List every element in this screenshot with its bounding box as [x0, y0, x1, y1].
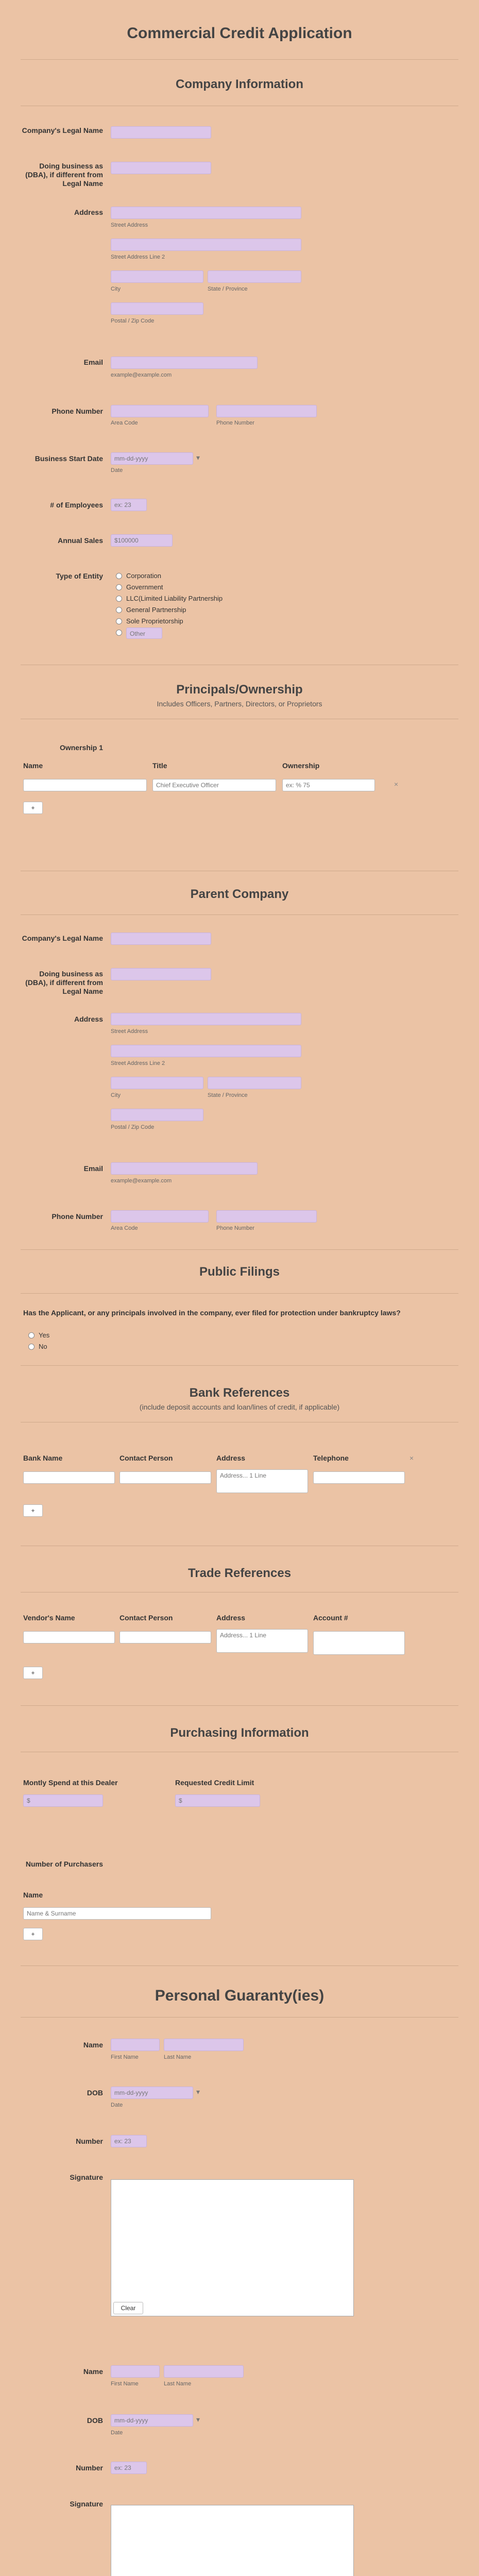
guarantor2-number-label: Number — [76, 2464, 103, 2472]
guarantor1-name-label: Name — [83, 2041, 103, 2049]
legal-name-input[interactable] — [111, 126, 211, 139]
parent-state-input[interactable] — [208, 1077, 301, 1089]
ownership-item-label: Ownership 1 — [59, 743, 103, 752]
col-ownership: Ownership — [282, 761, 320, 770]
email-hint: example@example.com — [111, 1178, 172, 1184]
first-name-hint: First Name — [111, 2054, 139, 2060]
section-guaranty: Personal Guaranty(ies) — [155, 1987, 324, 2004]
bank-name-input[interactable] — [23, 1471, 115, 1484]
col-purchaser-name: Name — [23, 1891, 43, 1899]
phone-hint: Phone Number — [216, 420, 254, 426]
zip-hint: Postal / Zip Code — [111, 1124, 155, 1130]
last-name-hint: Last Name — [164, 2054, 192, 2060]
calendar-icon[interactable]: ▾ — [196, 2415, 200, 2424]
section-filings: Public Filings — [199, 1265, 280, 1279]
entity-option: General Partnership — [126, 606, 186, 614]
section-purchasing: Purchasing Information — [170, 1726, 309, 1740]
section-company: Company Information — [175, 77, 303, 91]
section-bank: Bank References — [189, 1386, 290, 1400]
guarantor1-signature-pad[interactable] — [111, 2179, 354, 2316]
entity-radio[interactable] — [116, 584, 122, 590]
guarantor2-signature-pad[interactable] — [111, 2505, 354, 2576]
entity-label: Type of Entity — [56, 572, 103, 580]
phone-hint: Phone Number — [216, 1225, 254, 1231]
col-contact: Contact Person — [119, 1614, 173, 1622]
no-label: No — [39, 1343, 47, 1350]
entity-option: Sole Proprietorship — [126, 617, 183, 625]
parent-city-input[interactable] — [111, 1077, 203, 1089]
street1-input[interactable] — [111, 207, 301, 219]
date-hint: Date — [111, 467, 123, 473]
parent-zip-input[interactable] — [111, 1109, 203, 1121]
street2-hint: Street Address Line 2 — [111, 1060, 165, 1066]
state-input[interactable] — [208, 270, 301, 283]
divider — [21, 1249, 458, 1250]
guarantor2-signature-label: Signature — [70, 2500, 103, 2508]
vendor-contact-input[interactable] — [119, 1631, 211, 1643]
parent-phone-input[interactable] — [216, 1210, 317, 1223]
yes-label: Yes — [39, 1331, 50, 1339]
email-input[interactable] — [111, 357, 258, 369]
parent-street1-input[interactable] — [111, 1013, 301, 1025]
entity-option: Government — [126, 583, 163, 591]
bank-address-input[interactable]: Address... 1 Line — [216, 1469, 308, 1493]
city-input[interactable] — [111, 270, 203, 283]
date-hint: Date — [111, 2430, 123, 2436]
section-parent: Parent Company — [190, 887, 289, 901]
entity-radio[interactable] — [116, 596, 122, 602]
entity-radio[interactable] — [116, 630, 122, 636]
col-title: Title — [152, 761, 167, 770]
guarantor1-first-input[interactable] — [111, 2039, 160, 2051]
dba-input[interactable] — [111, 162, 211, 174]
limit-label: Requested Credit Limit — [175, 1778, 254, 1787]
col-address: Address — [216, 1614, 246, 1622]
city-hint: City — [111, 286, 121, 292]
state-hint: State / Province — [208, 1092, 248, 1098]
last-name-hint: Last Name — [164, 2381, 192, 2387]
parent-dba-input[interactable] — [111, 968, 211, 980]
guarantor2-number-input[interactable]: ex: 23 — [111, 2462, 147, 2474]
street2-hint: Street Address Line 2 — [111, 254, 165, 260]
principals-subtitle: Includes Officers, Partners, Directors, or Proprietors — [157, 700, 322, 708]
guarantor1-number-label: Number — [76, 2137, 103, 2145]
guarantor2-dob-input[interactable]: mm-dd-yyyy — [111, 2414, 193, 2427]
parent-phone-label: Phone Number — [52, 1212, 103, 1221]
zip-hint: Postal / Zip Code — [111, 318, 155, 324]
parent-email-label: Email — [83, 1164, 103, 1173]
street1-hint: Street Address — [111, 1028, 148, 1035]
area-hint: Area Code — [111, 420, 138, 426]
limit-input[interactable]: $ — [175, 1794, 260, 1807]
parent-legal-name-label: Company's Legal Name — [22, 934, 103, 942]
guarantor1-dob-input[interactable]: mm-dd-yyyy — [111, 2087, 193, 2099]
col-address: Address — [216, 1454, 246, 1462]
divider — [21, 1965, 458, 1966]
spend-input[interactable]: $ — [23, 1794, 103, 1807]
owner-title-input[interactable]: Chief Executive Officer — [152, 779, 276, 791]
section-trade: Trade References — [187, 1566, 292, 1580]
guarantor1-clear-button[interactable]: Clear — [113, 2302, 143, 2314]
entity-other-input[interactable]: Other — [126, 628, 162, 639]
sales-input[interactable]: $100000 — [111, 534, 173, 547]
parent-dba-label: Doing business as (DBA), if different from Legal Name — [25, 970, 103, 995]
bank-contact-input[interactable] — [119, 1471, 211, 1484]
divider — [21, 2017, 458, 2018]
remove-row-icon[interactable]: × — [394, 780, 399, 788]
vendor-address-input[interactable]: Address... 1 Line — [216, 1629, 308, 1653]
area-code-input[interactable] — [111, 405, 209, 417]
add-trade-button[interactable]: + — [23, 1667, 43, 1679]
entity-option: Corporation — [126, 572, 161, 580]
bankruptcy-question: Has the Applicant, or any principals involved in the company, ever filed for protection under bankruptcy laws? — [23, 1309, 401, 1317]
street2-input[interactable] — [111, 239, 301, 251]
guarantor1-signature-label: Signature — [70, 2173, 103, 2181]
divider — [21, 914, 458, 915]
parent-street2-input[interactable] — [111, 1045, 301, 1057]
col-bank-name: Bank Name — [23, 1454, 63, 1462]
parent-legal-name-input[interactable] — [111, 933, 211, 945]
sales-label: Annual Sales — [58, 536, 103, 545]
form-title: Commercial Credit Application — [127, 25, 352, 42]
vendor-name-input[interactable] — [23, 1631, 115, 1643]
phone-label: Phone Number — [52, 407, 103, 415]
entity-radio[interactable] — [116, 573, 122, 579]
calendar-icon[interactable]: ▾ — [196, 453, 200, 462]
guarantor1-dob-label: DOB — [87, 2089, 103, 2097]
guarantor1-number-input[interactable]: ex: 23 — [111, 2135, 147, 2147]
guarantor1-last-input[interactable] — [164, 2039, 244, 2051]
address-label: Address — [74, 208, 103, 216]
city-hint: City — [111, 1092, 121, 1098]
owner-percent-input[interactable]: ex: % 75 — [282, 779, 375, 791]
spend-label: Montly Spend at this Dealer — [23, 1778, 118, 1787]
calendar-icon[interactable]: ▾ — [196, 2088, 200, 2096]
col-telephone: Telephone — [313, 1454, 349, 1462]
col-account: Account # — [313, 1614, 348, 1622]
purchasers-label: Number of Purchasers — [25, 1860, 103, 1868]
entity-radio[interactable] — [116, 607, 122, 613]
bankruptcy-no-radio[interactable] — [28, 1344, 35, 1350]
start-date-label: Business Start Date — [35, 454, 103, 463]
owner-name-input[interactable] — [23, 779, 147, 791]
entity-option: LLC(Limited Liability Partnership — [126, 595, 223, 602]
col-name: Name — [23, 761, 43, 770]
divider — [21, 1293, 458, 1294]
add-bank-button[interactable]: + — [23, 1504, 43, 1517]
col-contact: Contact Person — [119, 1454, 173, 1462]
entity-radio[interactable] — [116, 618, 122, 624]
parent-area-code-input[interactable] — [111, 1210, 209, 1223]
guarantor2-first-input[interactable] — [111, 2365, 160, 2378]
remove-row-icon[interactable]: × — [409, 1454, 414, 1462]
section-principals: Principals/Ownership — [176, 683, 303, 697]
parent-email-input[interactable] — [111, 1162, 258, 1175]
vendor-account-input[interactable] — [313, 1631, 405, 1655]
bank-telephone-input[interactable] — [313, 1471, 405, 1484]
col-vendor: Vendor's Name — [23, 1614, 75, 1622]
parent-address-label: Address — [74, 1015, 103, 1023]
email-label: Email — [83, 358, 103, 366]
divider — [21, 1705, 458, 1706]
add-purchaser-button[interactable]: + — [23, 1928, 43, 1940]
first-name-hint: First Name — [111, 2381, 139, 2387]
start-date-input[interactable]: mm-dd-yyyy — [111, 452, 193, 465]
street1-hint: Street Address — [111, 222, 148, 228]
divider — [21, 1365, 458, 1366]
area-hint: Area Code — [111, 1225, 138, 1231]
employees-label: # of Employees — [50, 501, 103, 509]
state-hint: State / Province — [208, 286, 248, 292]
legal-name-label: Company's Legal Name — [22, 126, 103, 134]
email-hint: example@example.com — [111, 372, 172, 378]
guarantor2-dob-label: DOB — [87, 2416, 103, 2425]
phone-input[interactable] — [216, 405, 317, 417]
add-ownership-button[interactable]: + — [23, 802, 43, 814]
guarantor2-name-label: Name — [83, 2367, 103, 2376]
date-hint: Date — [111, 2102, 123, 2108]
dba-label: Doing business as (DBA), if different from Legal Name — [25, 162, 103, 188]
guarantor2-last-input[interactable] — [164, 2365, 244, 2378]
zip-input[interactable] — [111, 302, 203, 315]
purchaser-name-input[interactable]: Name & Surname — [23, 1907, 211, 1920]
bank-subtitle: (include deposit accounts and loan/lines of credit, if applicable) — [139, 1403, 340, 1411]
employees-input[interactable]: ex: 23 — [111, 499, 147, 511]
divider — [21, 59, 458, 60]
bankruptcy-yes-radio[interactable] — [28, 1332, 35, 1338]
